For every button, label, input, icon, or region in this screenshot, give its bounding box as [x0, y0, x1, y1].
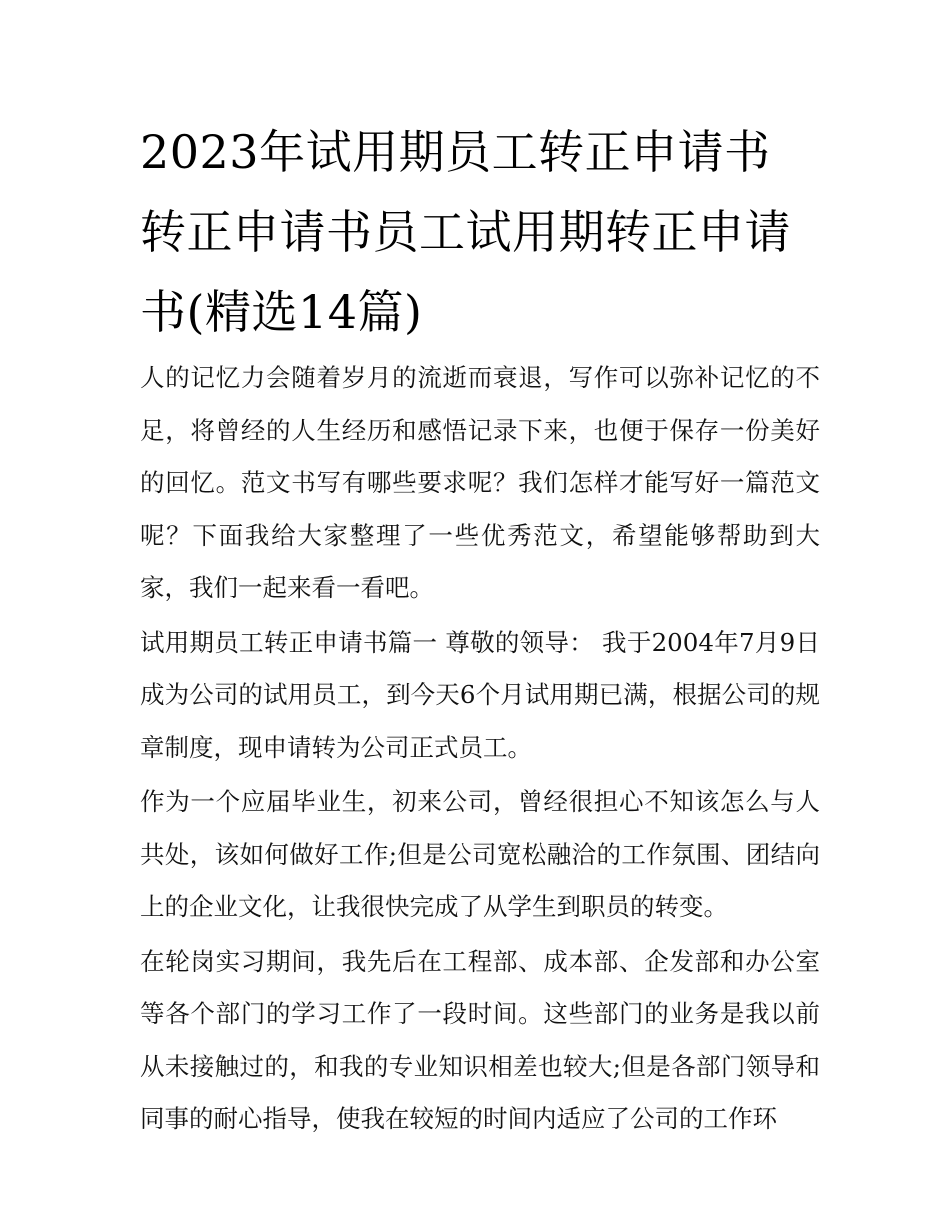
document-title: 2023年试用期员工转正申请书 转正申请书员工试用期转正申请书(精选14篇)	[140, 125, 791, 339]
document-body	[140, 352, 820, 1148]
paragraph: 试用期员工转正申请书篇一 尊敬的领导： 我于2004年7月9日成为公司的试用员工，到今天6个月试用期已满，根据公司的规章制度，现申请转为公司正式员工。	[140, 627, 820, 762]
paragraph: 在轮岗实习期间，我先后在工程部、成本部、企发部和办公室等各个部门的学习工作了一段时间。这些部门的业务是我以前从未接触过的，和我的专业知识相差也较大;但是各部门领导和同事的耐心指导，使我在较短的时间内适应了公司的工作环	[140, 946, 820, 1133]
paragraph: 人的记忆力会随着岁月的流逝而衰退，写作可以弥补记忆的不足，将曾经的人生经历和感悟记录下来，也便于保存一份美好的回忆。范文书写有哪些要求呢？我们怎样才能写好一篇范文呢？下面我给大家整理了一些优秀范文，希望能够帮助到大家，我们一起来看一看吧。	[140, 363, 820, 602]
paragraph: 作为一个应届毕业生，初来公司，曾经很担心不知该怎么与人共处，该如何做好工作;但是公司宽松融洽的工作氛围、团结向上的企业文化，让我很快完成了从学生到职员的转变。	[140, 787, 820, 921]
